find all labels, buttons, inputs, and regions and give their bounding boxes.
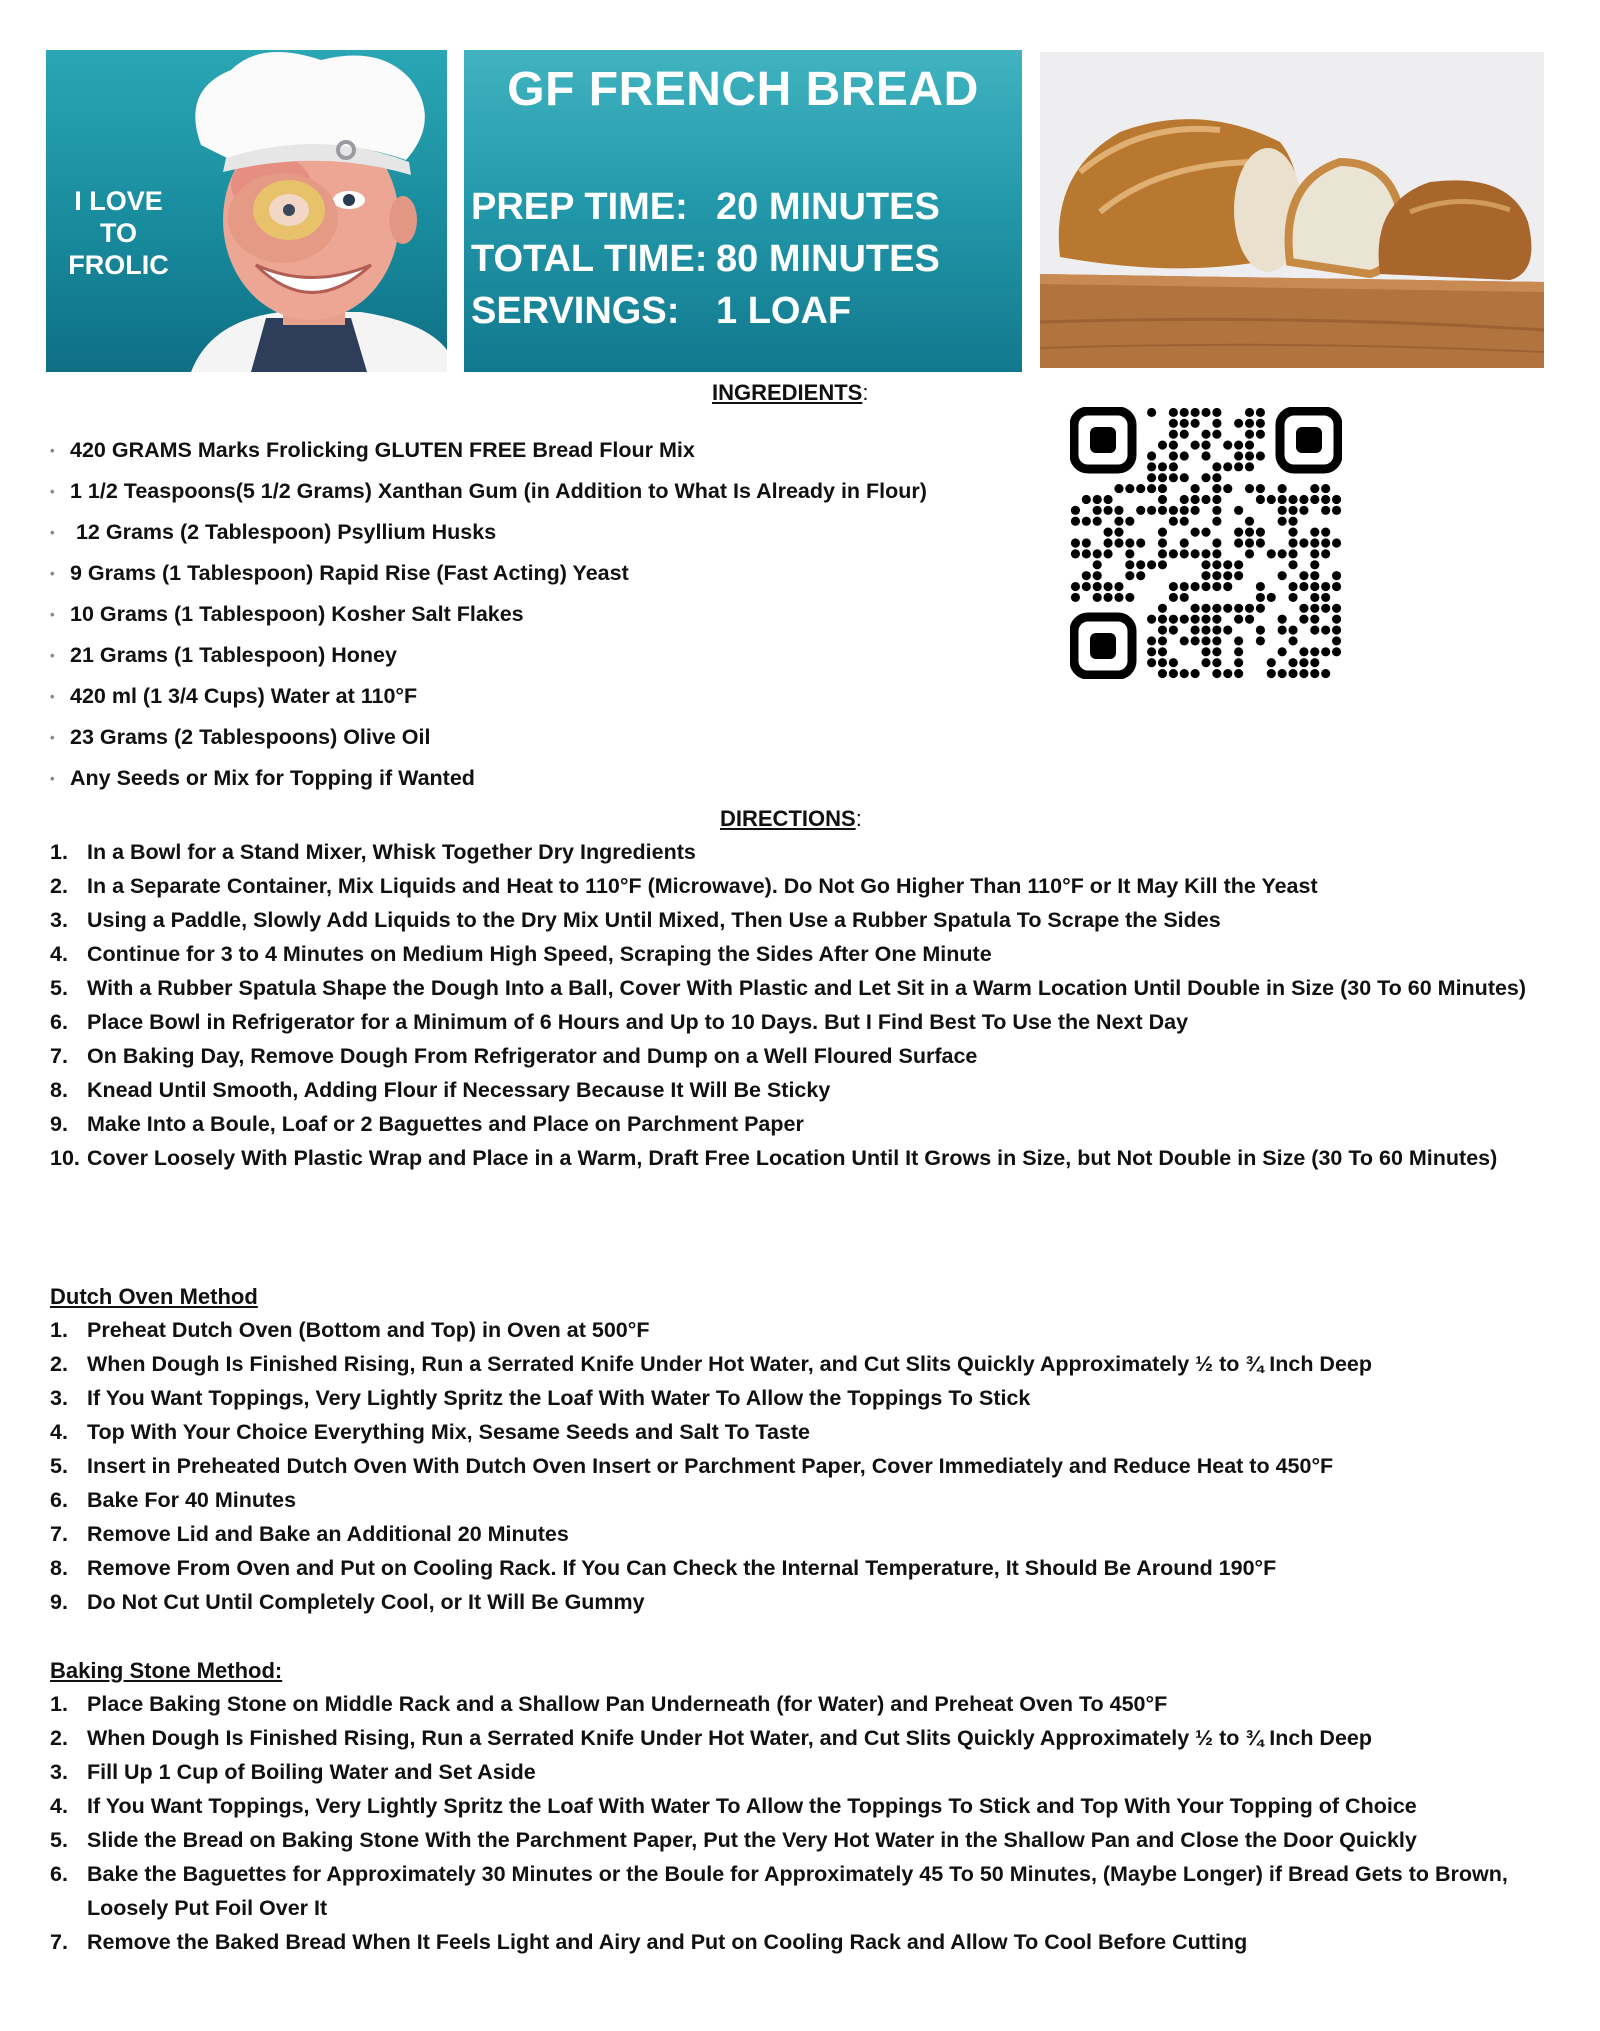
list-item [50,1687,1550,1721]
list-item [50,1073,1550,1107]
step-text: If You Want Toppings, Very Lightly Spritz the Loaf With Water To Allow the Toppings To Stick and Top With Your Topping of Choice [87,1794,1417,1818]
step-number: 8. [50,1556,68,1580]
step-text: Remove From Oven and Put on Cooling Rack. If You Can Check the Internal Temperature, It Should Be Around 190°F [87,1556,1277,1580]
ingredient-text: 9 Grams (1 Tablespoon) Rapid Rise (Fast Acting) Yeast [70,561,629,585]
step-text: Remove the Baked Bread When It Feels Light and Airy and Put on Cooling Rack and Allow To Cool Before Cutting [87,1930,1248,1954]
bullet: • [50,607,55,622]
step-text: If You Want Toppings, Very Lightly Spritz the Loaf With Water To Allow the Toppings To Stick [87,1386,1031,1410]
list-item [50,1789,1550,1823]
step-number: 5. [50,1828,68,1852]
list-item [50,1857,1550,1925]
step-number: 7. [50,1522,68,1546]
list-item [50,1381,1550,1415]
bullet: • [50,730,55,745]
list-item [50,1721,1550,1755]
chef-banner [46,50,447,372]
chef-tagline-line: TO [99,218,137,248]
step-text: Place Bowl in Refrigerator for a Minimum of 6 Hours and Up to 10 Days. But I Find Best To Use the Next Day [87,1010,1189,1034]
list-item [50,594,1010,635]
servings-value: 1 LOAF [716,290,852,332]
step-number: 1. [50,840,68,864]
ingredients-heading [712,380,868,406]
recipe-title: GF FRENCH BREAD [507,63,979,116]
prep-time-value: 20 MINUTES [716,186,940,228]
step-number: 9. [50,1112,68,1136]
bullet: • [50,648,55,663]
step-text: Do Not Cut Until Completely Cool, or It Will Be Gummy [87,1590,645,1614]
bullet: • [50,525,55,540]
list-item [50,1313,1550,1347]
ingredients-list [50,430,1010,799]
list-item [50,1925,1550,1959]
step-text: Cover Loosely With Plastic Wrap and Place in a Warm, Draft Free Location Until It Grows in Size, but Not Double in Size (30 To 60 Minutes) [87,1146,1498,1170]
directions-heading [720,806,862,832]
list-item [50,553,1010,594]
step-number: 1. [50,1318,68,1342]
chef-tagline-line: FROLIC [68,250,169,280]
list-item [50,1415,1550,1449]
list-item [50,1823,1550,1857]
step-number: 8. [50,1078,68,1102]
list-item [50,869,1550,903]
step-number: 4. [50,942,68,966]
chef-tagline [46,185,191,281]
bullet: • [50,689,55,704]
step-text: In a Bowl for a Stand Mixer, Whisk Together Dry Ingredients [87,840,696,864]
step-text: Slide the Bread on Baking Stone With the Parchment Paper, Put the Very Hot Water in the Shallow Pan and Close the Door Quickly [87,1828,1417,1852]
chef-photo [171,50,447,372]
step-number: 6. [50,1862,68,1886]
step-text: Remove Lid and Bake an Additional 20 Minutes [87,1522,569,1546]
list-item [50,937,1550,971]
list-item [50,1005,1550,1039]
step-text: Bake the Baguettes for Approximately 30 Minutes or the Boule for Approximately 45 To 50 Minutes, (Maybe Longer) if Bread Gets to Brown, Loosely Put Foil Over It [87,1862,1508,1920]
servings-label: SERVINGS: [471,290,680,332]
list-item [50,1483,1550,1517]
step-number: 7. [50,1930,68,1954]
chef-tagline-line: I LOVE [74,186,163,216]
step-text: Bake For 40 Minutes [87,1488,297,1512]
list-item [50,512,1010,553]
step-text: In a Separate Container, Mix Liquids and Heat to 110°F (Microwave). Do Not Go Higher Than 110°F or It May Kill the Yeast [87,874,1318,898]
step-number: 2. [50,874,68,898]
ingredients-heading-text: INGREDIENTS [712,380,863,405]
dutch-oven-list [50,1313,1550,1619]
prep-time-row [471,186,940,229]
step-text: Knead Until Smooth, Adding Flour if Necessary Because It Will Be Sticky [87,1078,831,1102]
list-item [50,717,1010,758]
step-text: On Baking Day, Remove Dough From Refrigerator and Dump on a Well Floured Surface [87,1044,978,1068]
ingredient-text: 10 Grams (1 Tablespoon) Kosher Salt Flakes [70,602,524,626]
step-text: Top With Your Choice Everything Mix, Sesame Seeds and Salt To Taste [87,1420,811,1444]
ingredient-text: 1 1/2 Teaspoons(5 1/2 Grams) Xanthan Gum (in Addition to What Is Already in Flour) [70,479,927,503]
directions-heading-text: DIRECTIONS [720,806,856,831]
directions-list [50,835,1550,1175]
step-number: 5. [50,1454,68,1478]
heading-colon: : [862,380,869,405]
step-text: Fill Up 1 Cup of Boiling Water and Set Aside [87,1760,536,1784]
list-item [50,430,1010,471]
dutch-oven-heading: Dutch Oven Method [50,1284,258,1309]
ingredient-text: 420 GRAMS Marks Frolicking GLUTEN FREE Bread Flour Mix [70,438,695,462]
step-text: When Dough Is Finished Rising, Run a Serrated Knife Under Hot Water, and Cut Slits Quickly Approximately ½ to ¾ Inch Deep [87,1726,1373,1750]
list-item [50,1755,1550,1789]
step-number: 3. [50,1386,68,1410]
list-item [50,758,1010,799]
list-item [50,1585,1550,1619]
list-item [50,1517,1550,1551]
step-number: 7. [50,1044,68,1068]
ingredient-text: 23 Grams (2 Tablespoons) Olive Oil [70,725,431,749]
total-time-value: 80 MINUTES [716,238,940,280]
bullet: • [50,771,55,786]
step-number: 1. [50,1692,68,1716]
list-item [50,1107,1550,1141]
heading-colon: : [855,806,862,831]
step-number: 2. [50,1352,68,1376]
step-number: 6. [50,1488,68,1512]
step-number: 3. [50,1760,68,1784]
step-text: Make Into a Boule, Loaf or 2 Baguettes and Place on Parchment Paper [87,1112,804,1136]
recipe-header [464,50,1022,372]
qr-code-icon[interactable] [1070,407,1342,679]
step-number: 2. [50,1726,68,1750]
list-item [50,1347,1550,1381]
ingredient-text: 21 Grams (1 Tablespoon) Honey [70,643,397,667]
list-item [50,1141,1550,1175]
prep-time-label: PREP TIME: [471,186,688,228]
list-item [50,676,1010,717]
list-item [50,635,1010,676]
bullet: • [50,443,55,458]
step-text: Using a Paddle, Slowly Add Liquids to the Dry Mix Until Mixed, Then Use a Rubber Spatula To Scrape the Sides [87,908,1221,932]
step-number: 4. [50,1420,68,1444]
list-item [50,1449,1550,1483]
list-item [50,471,1010,512]
step-number: 9. [50,1590,68,1614]
total-time-row [471,238,940,281]
ingredient-text: 420 ml (1 3/4 Cups) Water at 110°F [70,684,418,708]
step-number: 6. [50,1010,68,1034]
ingredient-text: 12 Grams (2 Tablespoon) Psyllium Husks [70,520,497,544]
step-text: With a Rubber Spatula Shape the Dough Into a Ball, Cover With Plastic and Let Sit in a Warm Location Until Double in Size (30 To 60 Minutes) [87,976,1527,1000]
total-time-label: TOTAL TIME: [471,238,708,280]
step-text: Continue for 3 to 4 Minutes on Medium High Speed, Scraping the Sides After One Minute [87,942,992,966]
step-number: 3. [50,908,68,932]
step-number: 4. [50,1794,68,1818]
step-text: When Dough Is Finished Rising, Run a Serrated Knife Under Hot Water, and Cut Slits Quickly Approximately ½ to ¾ Inch Deep [87,1352,1373,1376]
bullet: • [50,484,55,499]
bread-photo [1040,52,1544,368]
list-item [50,835,1550,869]
bullet: • [50,566,55,581]
list-item [50,903,1550,937]
list-item [50,1039,1550,1073]
baking-stone-list [50,1687,1550,1959]
step-text: Insert in Preheated Dutch Oven With Dutch Oven Insert or Parchment Paper, Cover Immediately and Reduce Heat to 450°F [87,1454,1334,1478]
list-item [50,1551,1550,1585]
step-number: 5. [50,976,68,1000]
step-number: 10. [50,1146,80,1170]
step-text: Place Baking Stone on Middle Rack and a Shallow Pan Underneath (for Water) and Preheat Oven To 450°F [87,1692,1168,1716]
list-item [50,971,1550,1005]
baking-stone-heading: Baking Stone Method: [50,1658,283,1683]
servings-row [471,290,851,333]
ingredient-text: Any Seeds or Mix for Topping if Wanted [70,766,475,790]
bread-illustration [1040,52,1544,368]
step-text: Preheat Dutch Oven (Bottom and Top) in Oven at 500°F [87,1318,650,1342]
